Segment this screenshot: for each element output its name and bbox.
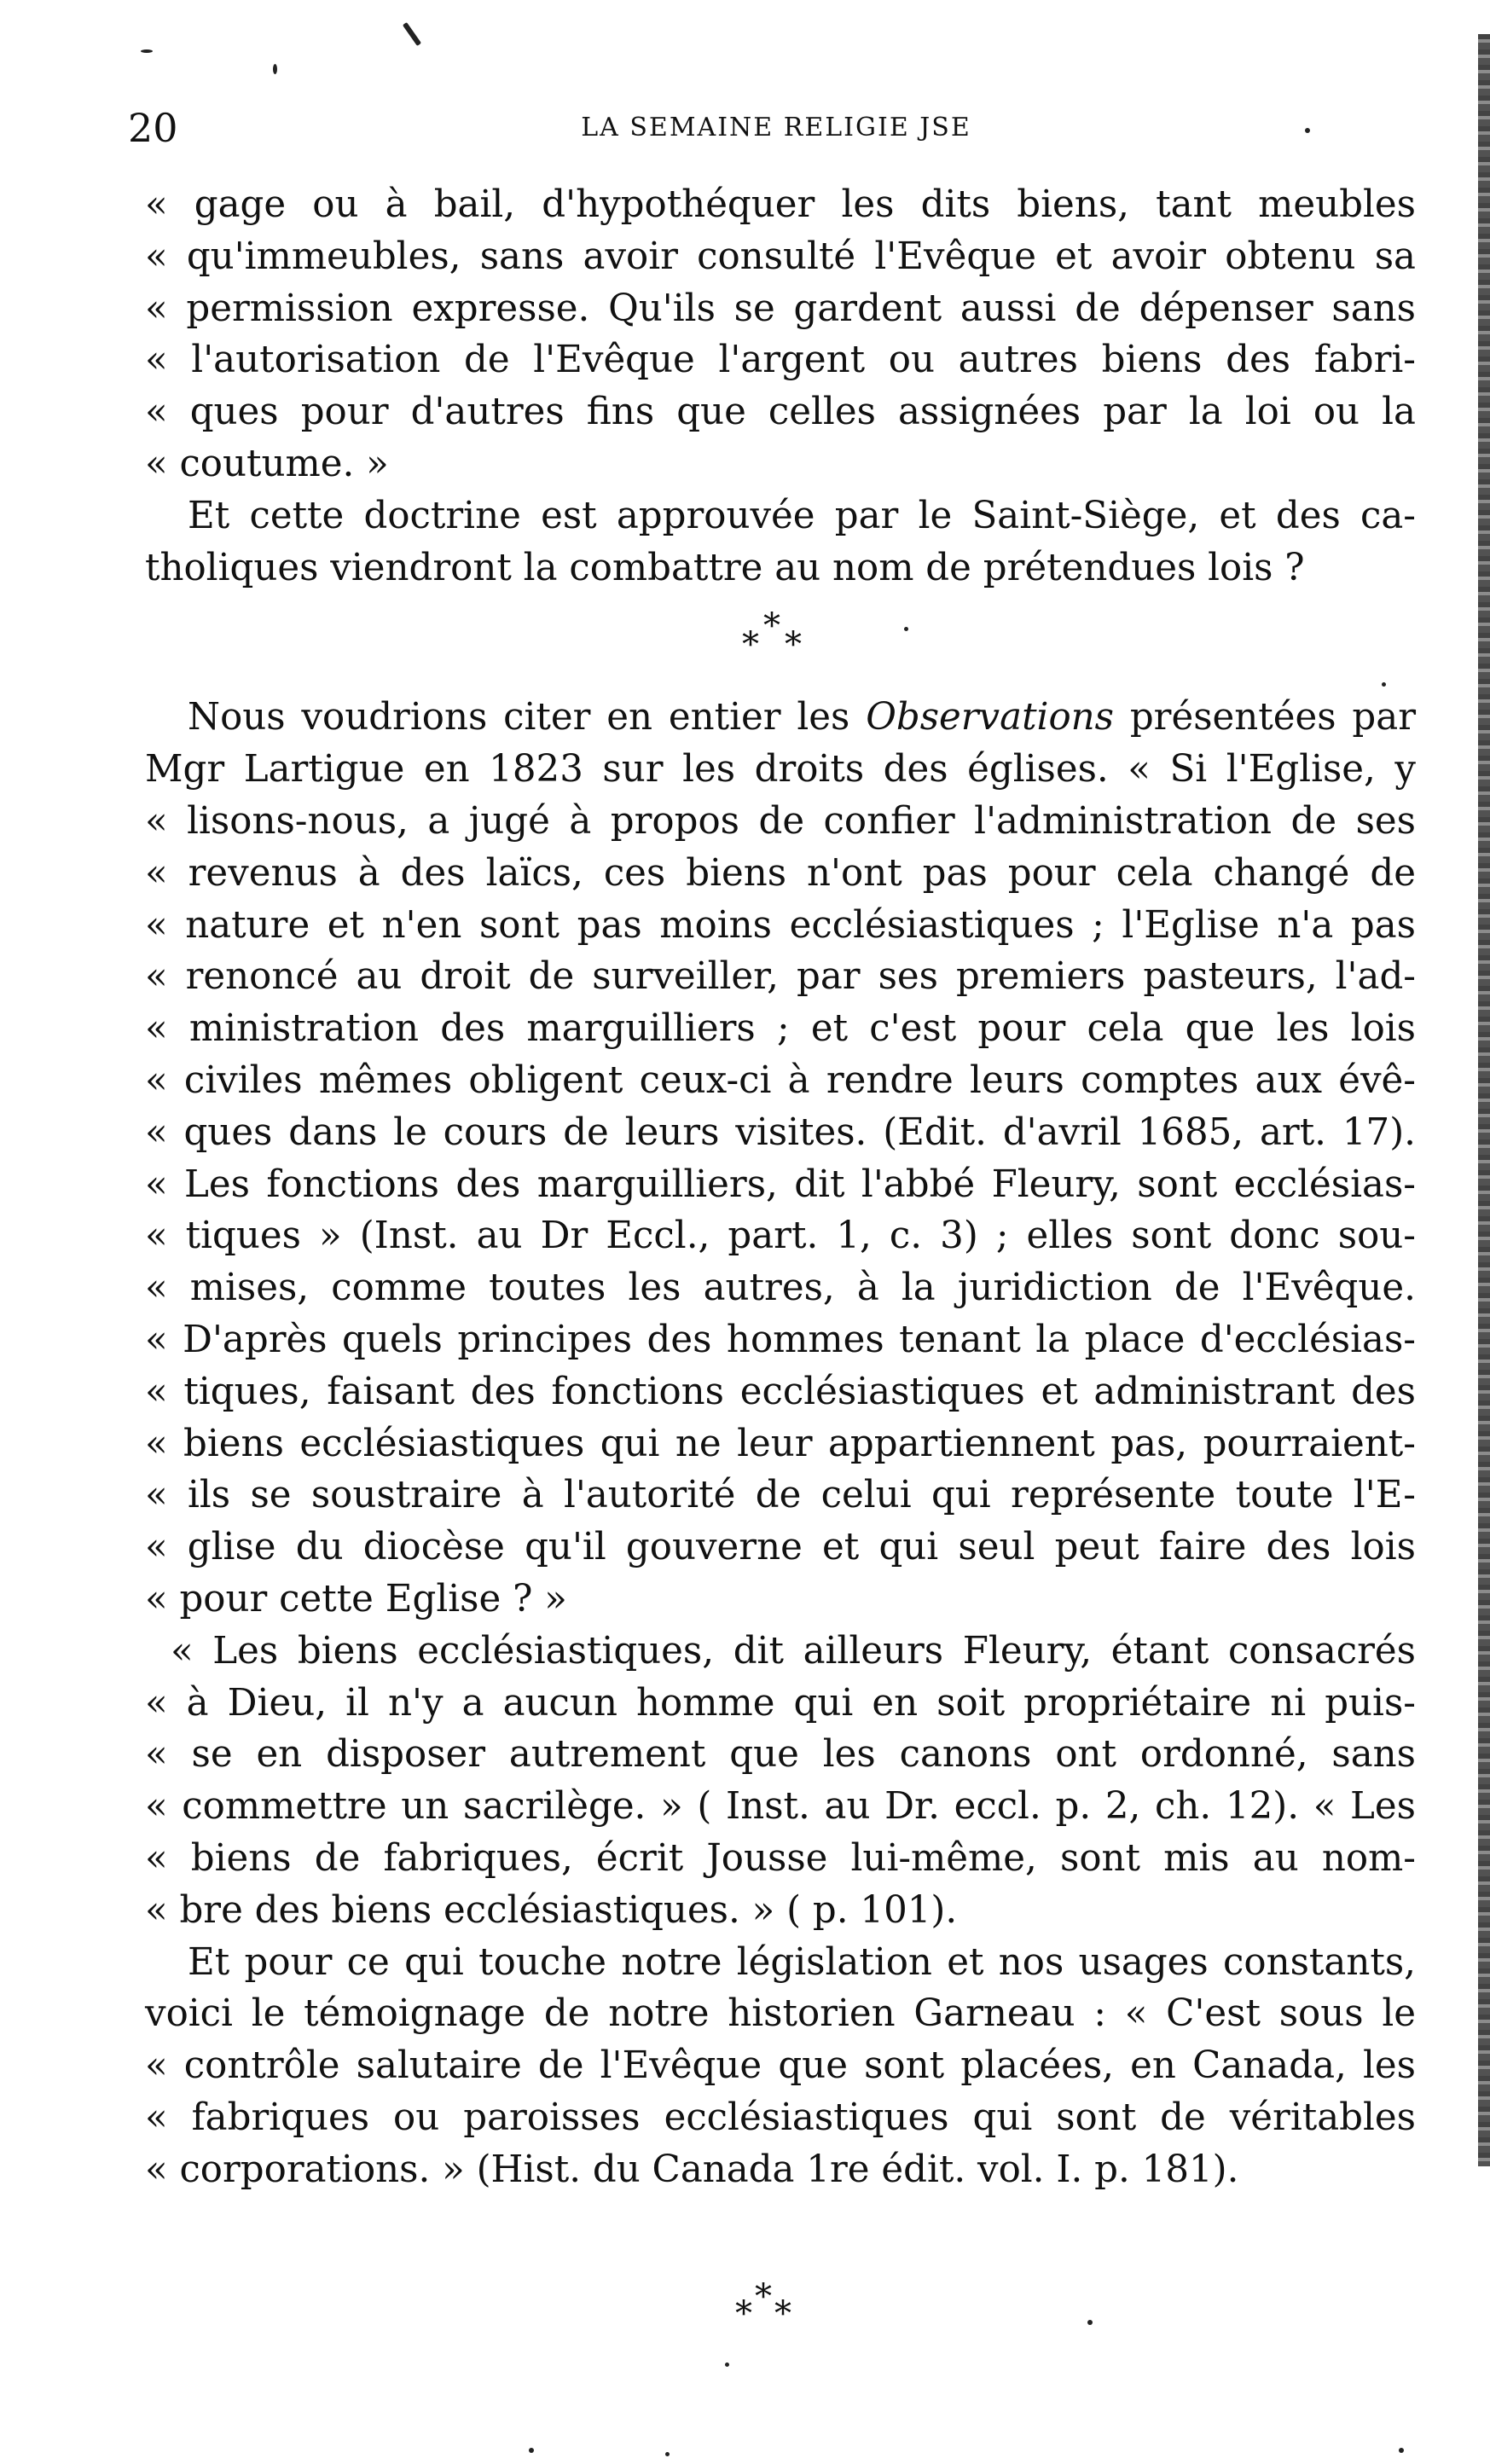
- paragraph-doctrine: [145, 490, 1416, 594]
- scan-speck: [665, 2452, 670, 2456]
- paragraph-quote-continued: [145, 179, 1416, 490]
- text-line: « nature et n'en sont pas moins ecclésiastiques ; l'Eglise n'a pas: [145, 903, 1416, 947]
- text-line: « glise du diocèse qu'il gouverne et qui seul peut faire des lois: [145, 1526, 1416, 1569]
- text-line: « biens ecclésiastiques qui ne leur appartiennent pas, pourraient-: [145, 1422, 1416, 1465]
- separator-star: *: [735, 2294, 752, 2334]
- page-header: [128, 102, 1424, 154]
- text-line: Mgr Lartigue en 1823 sur les droits des églises. « Si l'Eglise, y: [145, 748, 1416, 791]
- separator-star: *: [755, 2277, 772, 2316]
- section-separator: [162, 594, 1416, 692]
- text-line: Nous voudrions citer en entier les Observations présentées par: [188, 696, 1416, 739]
- text-line: Et pour ce qui touche notre législation et nos usages constants,: [188, 1940, 1416, 1984]
- separator-star: *: [763, 606, 780, 646]
- text-line: « renoncé au droit de surveiller, par ses premiers pasteurs, l'ad-: [145, 955, 1416, 999]
- text-line: « civiles mêmes obligent ceux-ci à rendre leurs comptes aux évê-: [145, 1058, 1416, 1102]
- text-line: « lisons-nous, a jugé à propos de confier l'administration de ses: [145, 799, 1416, 843]
- text-line: « gage ou à bail, d'hypothéquer les dits biens, tant meubles: [145, 183, 1416, 226]
- text-line: « ils se soustraire à l'autorité de celui qui représente toute l'E-: [145, 1474, 1416, 1517]
- scan-speck: [403, 22, 421, 46]
- text-line: « se en disposer autrement que les canons ont ordonné, sans: [145, 1733, 1416, 1777]
- paragraph-fleury: [145, 1626, 1416, 1937]
- text-line: « tiques, faisant des fonctions ecclésiastiques et administrant des: [145, 1370, 1416, 1413]
- text-line: « permission expresse. Qu'ils se gardent aussi de dépenser sans: [145, 287, 1416, 330]
- scan-speck: [1399, 2448, 1404, 2453]
- text-line: voici le témoignage de notre historien Garneau : « C'est sous le: [145, 1992, 1416, 2036]
- text-line: « tiques » (Inst. au Dr Eccl., part. 1, c. 3) ; elles sont donc sou-: [145, 1215, 1416, 1258]
- text-line: tholiques viendront la combattre au nom de prétendues lois ?: [145, 546, 1305, 589]
- separator-star: *: [774, 2294, 791, 2334]
- text-line: « à Dieu, il n'y a aucun homme qui en soit propriétaire ni puis-: [145, 1681, 1416, 1725]
- text-line: « fabriques ou paroisses ecclésiastiques qui sont de véritables: [145, 2096, 1416, 2139]
- text-line: « l'autorisation de l'Evêque l'argent ou autres biens des fabri-: [145, 339, 1416, 382]
- section-separator-bottom: [716, 2277, 819, 2345]
- scan-edge-artifact: [1478, 34, 1490, 2166]
- scan-speck: [273, 64, 277, 74]
- text-line: « commettre un sacrilège. » ( Inst. au Dr. eccl. p. 2, ch. 12). « Les: [145, 1785, 1416, 1829]
- separator-star: *: [742, 625, 759, 665]
- text-line: « Les fonctions des marguilliers, dit l'abbé Fleury, sont ecclésias-: [145, 1162, 1416, 1206]
- page-number: 20: [128, 105, 178, 151]
- text-line: « contrôle salutaire de l'Evêque que sont placées, en Canada, les: [145, 2044, 1416, 2088]
- text-line: « mises, comme toutes les autres, à la juridiction de l'Evêque.: [145, 1267, 1416, 1310]
- text-line: « revenus à des laïcs, ces biens n'ont pas pour cela changé de: [145, 851, 1416, 895]
- text-line: « corporations. » (Hist. du Canada 1re édit. vol. I. p. 181).: [145, 2148, 1239, 2191]
- text-line: « bre des biens ecclésiastiques. » ( p. 101).: [145, 1888, 958, 1932]
- scan-speck: [141, 49, 153, 53]
- text-line: « Les biens ecclésiastiques, dit ailleurs Fleury, étant consacrés: [171, 1629, 1416, 1673]
- scan-speck: [904, 627, 908, 631]
- text-line: « pour cette Eglise ? »: [145, 1577, 567, 1620]
- scan-speck: [1305, 128, 1310, 133]
- text-line: « ministration des marguilliers ; et c'est pour cela que les lois: [145, 1007, 1416, 1051]
- separator-star: *: [785, 625, 802, 665]
- text-line: « ques pour d'autres fins que celles assignées par la loi ou la: [145, 391, 1416, 434]
- text-line: « D'après quels principes des hommes tenant la place d'ecclésias-: [145, 1318, 1416, 1361]
- paragraph-observations: [145, 692, 1416, 1625]
- text-line: « biens de fabriques, écrit Jousse lui-même, sont mis au nom-: [145, 1836, 1416, 1880]
- text-line: « coutume. »: [145, 442, 389, 485]
- scan-speck: [725, 2363, 729, 2367]
- body-text: [145, 179, 1416, 2195]
- scan-speck: [1087, 2320, 1093, 2325]
- scan-speck: [1382, 682, 1386, 687]
- text-line: « ques dans le cours de leurs visites. (Edit. d'avril 1685, art. 17).: [145, 1110, 1416, 1154]
- paragraph-garneau: [145, 1937, 1416, 2196]
- scan-speck: [529, 2448, 534, 2453]
- running-head: LA SEMAINE RELIGIE JSE: [581, 113, 971, 142]
- text-line: Et cette doctrine est approuvée par le Saint-Siège, et des ca-: [188, 494, 1416, 537]
- text-line: « qu'immeubles, sans avoir consulté l'Evêque et avoir obtenu sa: [145, 235, 1416, 278]
